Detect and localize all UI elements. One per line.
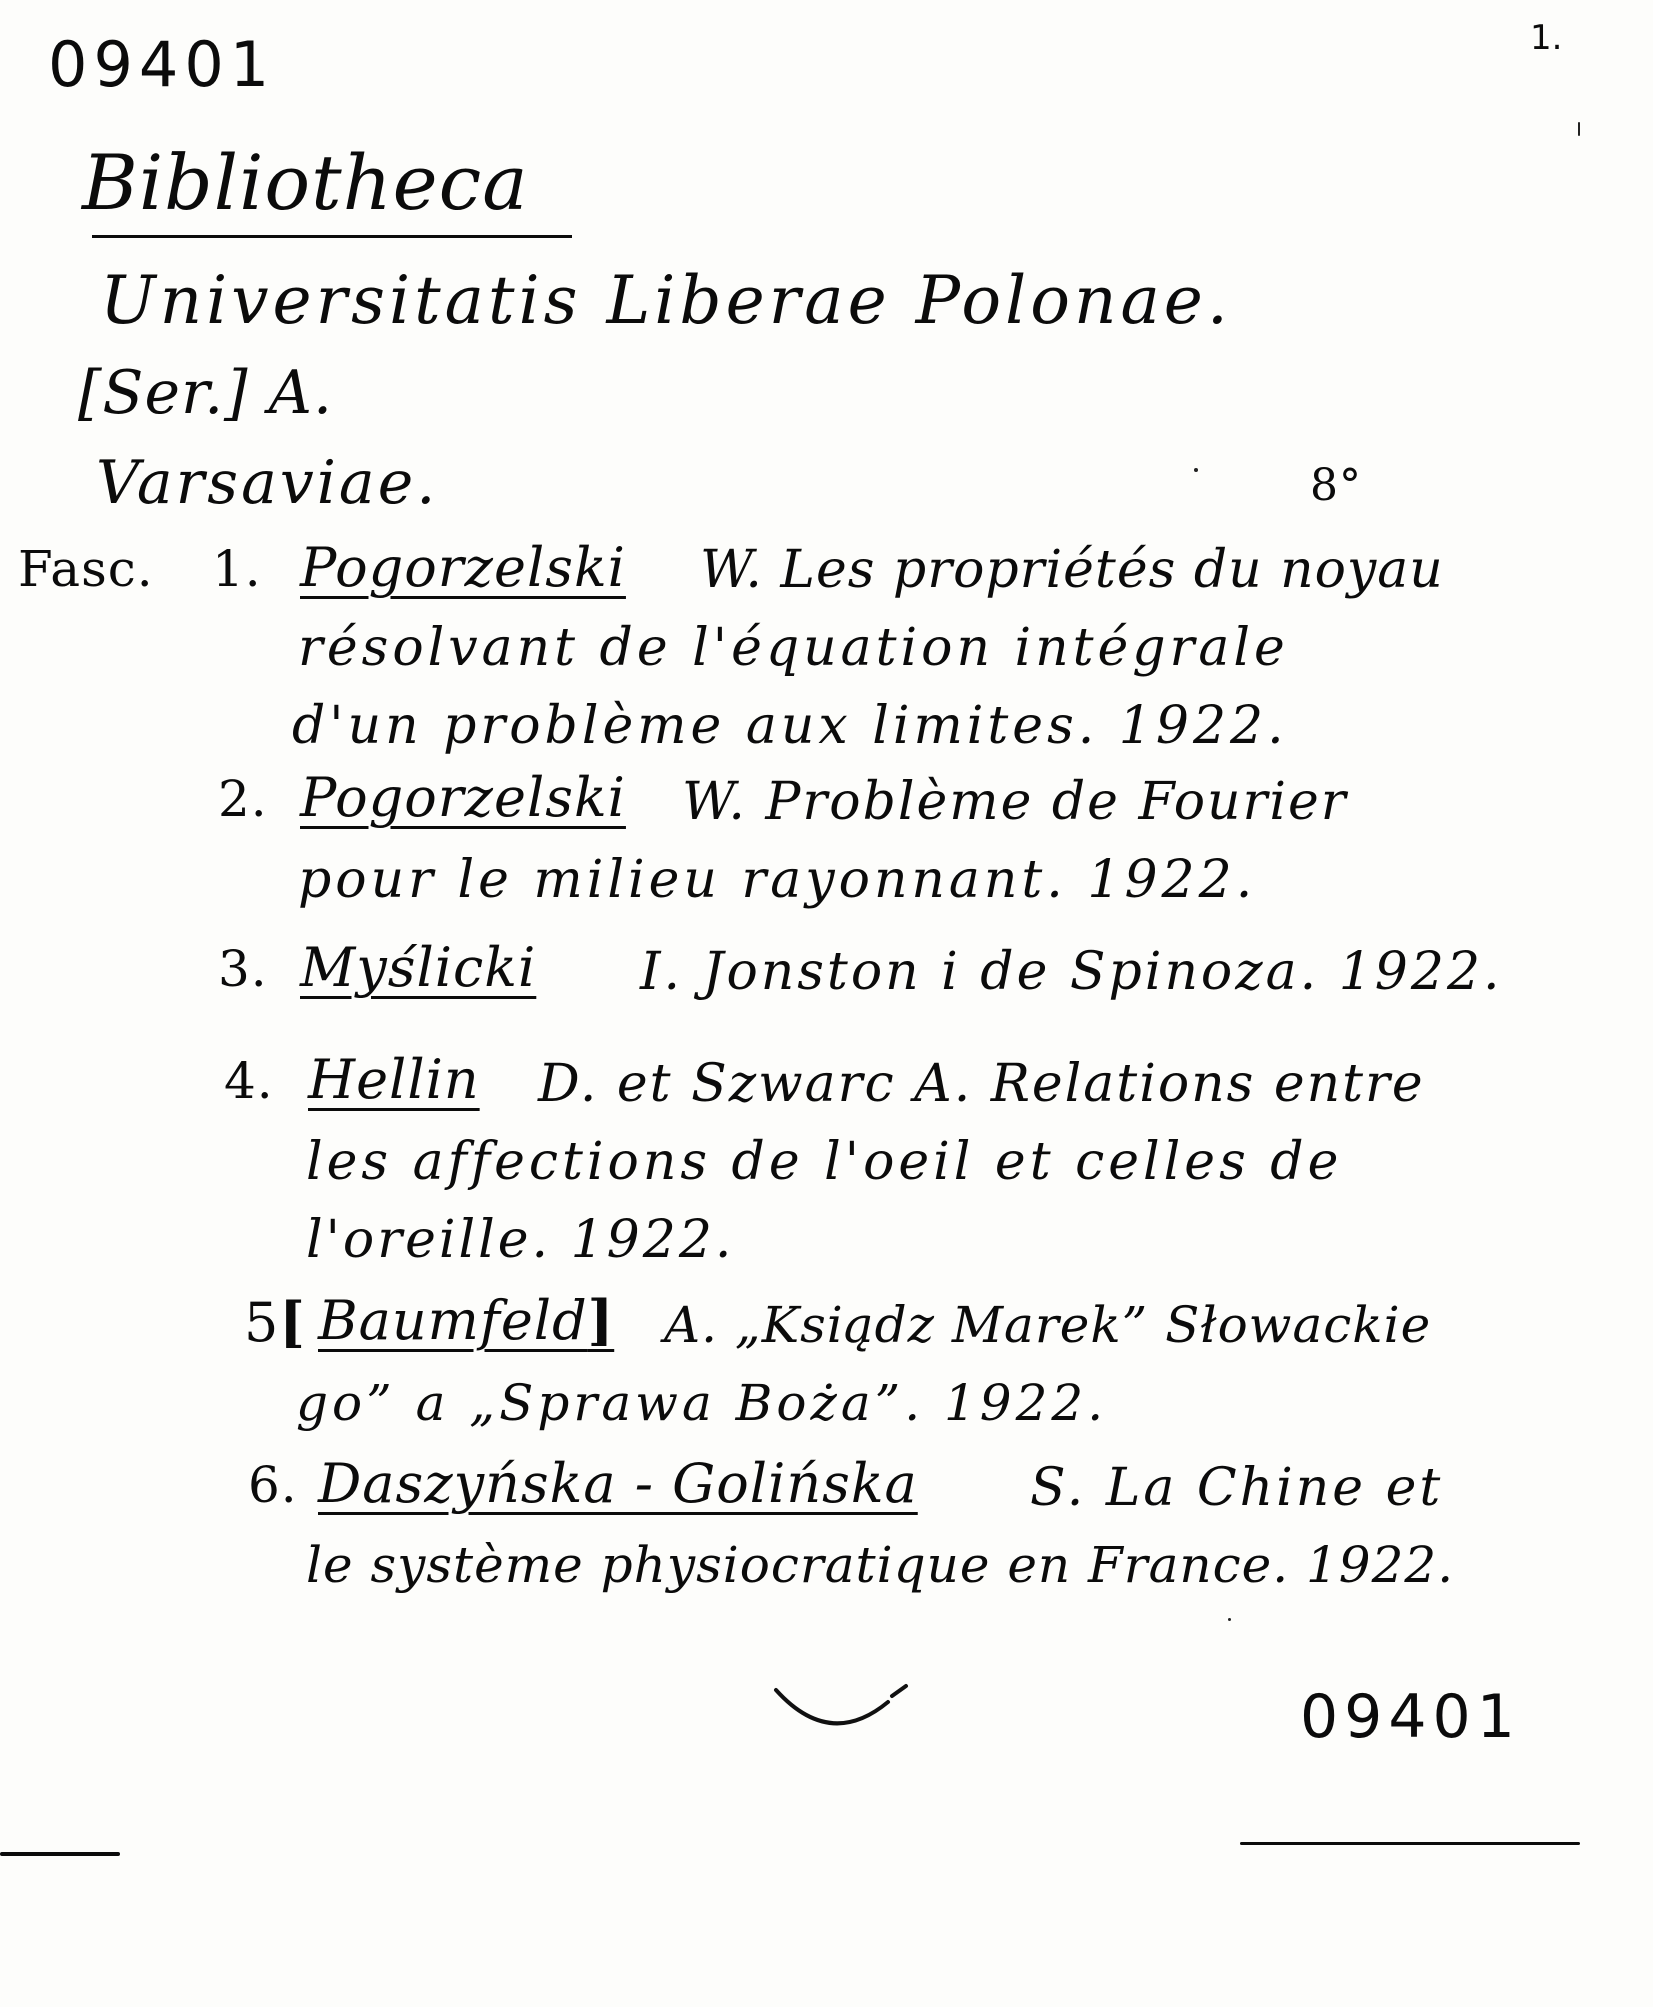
bottom-rule-right bbox=[1240, 1842, 1580, 1845]
entry-author: Daszyńska - Golińska bbox=[318, 1452, 918, 1515]
bottom-rule-left bbox=[0, 1852, 120, 1856]
fascicle-label: Fasc. bbox=[18, 540, 154, 598]
close-bracket: ] bbox=[587, 1288, 615, 1352]
entry-line: résolvant de l'équation intégrale bbox=[298, 618, 1289, 678]
entry-number: 4. bbox=[224, 1052, 274, 1110]
entry-number: 1. bbox=[212, 540, 262, 598]
entry-author: Hellin bbox=[308, 1048, 480, 1111]
entry-author bbox=[318, 1288, 614, 1352]
page-title: Bibliotheca bbox=[82, 138, 529, 227]
entry-number bbox=[244, 1290, 306, 1354]
entry-author-value: Baumfeld bbox=[318, 1289, 588, 1352]
institution-name: Universitatis Liberae Polonae. bbox=[100, 262, 1232, 339]
entry-line: W. Problème de Fourier bbox=[682, 772, 1348, 832]
entry-line: I. Jonston i de Spinoza. 1922. bbox=[640, 942, 1503, 1002]
entry-line: d'un problème aux limites. 1922. bbox=[292, 696, 1288, 756]
publication-place: Varsaviae. bbox=[96, 448, 439, 518]
entry-author: Pogorzelski bbox=[300, 536, 626, 599]
title-underline bbox=[92, 235, 572, 238]
entry-line: le système physiocratique en France. 1922. bbox=[306, 1536, 1455, 1594]
ink-speck bbox=[1578, 122, 1580, 136]
page-number: 1. bbox=[1530, 18, 1563, 58]
entry-number: 2. bbox=[218, 770, 268, 828]
entry-line: les affections de l'oeil et celles de bbox=[306, 1132, 1343, 1192]
entry-number-value: 5 bbox=[244, 1291, 280, 1354]
entry-author: Pogorzelski bbox=[300, 766, 626, 829]
ink-speck bbox=[1228, 1618, 1231, 1621]
entry-line: D. et Szwarc A. Relations entre bbox=[538, 1054, 1425, 1114]
card-number-bottom: 09401 bbox=[1300, 1682, 1521, 1752]
series-label: [Ser.] A. bbox=[78, 358, 334, 428]
entry-line: pour le milieu rayonnant. 1922. bbox=[298, 850, 1257, 910]
open-bracket: [ bbox=[279, 1290, 306, 1354]
ink-speck bbox=[1194, 468, 1198, 472]
entry-author: Myślicki bbox=[300, 936, 537, 999]
entry-line: l'oreille. 1922. bbox=[306, 1210, 735, 1270]
entry-line: S. La Chine et bbox=[1030, 1458, 1444, 1518]
entry-number: 3. bbox=[218, 940, 268, 998]
handwritten-curve-mark bbox=[770, 1680, 910, 1750]
entry-line: go” a „Sprawa Boża”. 1922. bbox=[296, 1374, 1108, 1432]
format-label: 8° bbox=[1310, 460, 1362, 511]
entry-line: W. Les propriétés du noyau bbox=[700, 540, 1444, 600]
card-number-top: 09401 bbox=[48, 28, 276, 101]
entry-number: 6. bbox=[248, 1456, 298, 1514]
entry-line: A. „Ksiądz Marek” Słowackie bbox=[664, 1296, 1432, 1354]
